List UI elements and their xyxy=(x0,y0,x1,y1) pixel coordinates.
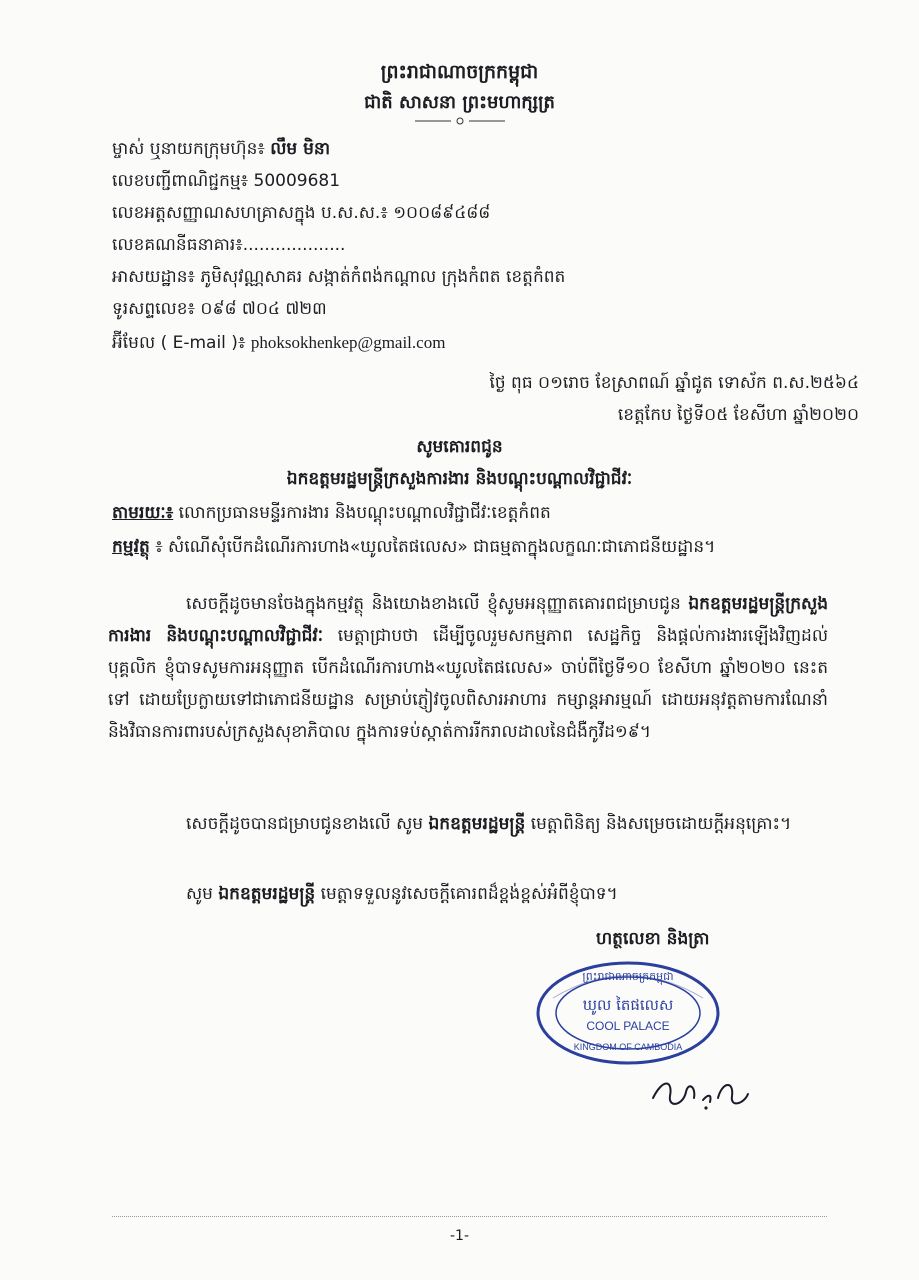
paragraph-1-recipient: ឯកឧត្តមរដ្ឋមន្ត្រីក្រសួងការងារ និងបណ្តុះបណ្តាលវិជ្ជាជីវៈ xyxy=(108,594,829,646)
body-paragraph-1 xyxy=(108,588,828,748)
stamp-latin-name: COOL PALACE xyxy=(586,1019,670,1033)
body-paragraph-2 xyxy=(108,808,828,840)
email-label: អ៊ីមែល ( E-mail )៖ xyxy=(112,333,246,353)
motto-heading: ជាតិ សាសនា ព្រះមហាក្សត្រ xyxy=(364,92,555,113)
salutation: សូមគោរពជូន xyxy=(416,437,503,457)
stamp-top-text: ព្រះរាជាណាចក្រកម្ពុជា xyxy=(582,970,674,983)
signature-label: ហត្ថលេខា និងត្រា xyxy=(596,929,710,949)
bank-account: លេខគណនីធនាគារ៖................... xyxy=(112,235,346,255)
phone-line: ទូរសព្ទលេខ៖ ០៩៨ ៧០៤ ៧២៣ xyxy=(112,299,327,319)
owner-name: លឹម មិនា xyxy=(270,139,331,159)
email-line xyxy=(112,332,445,357)
body-paragraph-3 xyxy=(108,878,828,910)
via-line xyxy=(112,502,551,527)
ornament-icon xyxy=(415,116,505,126)
stamp-khmer-name: ឃូល តៃផលេស xyxy=(582,996,674,1014)
owner-line xyxy=(112,138,330,163)
paragraph-1-intro: សេចក្តីដូចមានចែងក្នុងកម្មវត្ថុ និងយោងខាងលើ ខ្ញុំសូមអនុញ្ញាតគោរពជម្រាបជូន xyxy=(186,594,681,614)
page-number: -1- xyxy=(449,1228,469,1244)
paragraph-3-recipient: ឯកឧត្តមរដ្ឋមន្ត្រី xyxy=(218,884,316,904)
handwritten-signature xyxy=(648,1068,758,1118)
lunar-date: ថ្ងៃ ពុធ ០១រោច ខែស្រាពណ៍ ឆ្នាំជូត ទោស័ក ព.ស.២៥៦៤ xyxy=(489,373,859,393)
paragraph-3-intro: សូម xyxy=(186,884,213,904)
address-line: អាសយដ្ឋាន៖ ភូមិសុវណ្ណសាគរ សង្កាត់កំពង់កណ្តាល ក្រុងកំពត ខេត្តកំពត xyxy=(112,267,566,287)
footer-divider xyxy=(112,1216,827,1217)
company-stamp xyxy=(533,958,723,1068)
paragraph-1-body: មេត្តាជ្រាបថា ដើម្បីចូលរួមសកម្មភាព សេដ្ឋកិច្ច និងផ្តល់ការងារឡើងវិញដល់បុគ្គលិក ខ្ញុំបាទសូមការអនុញ្ញាត បើកដំណើរការហាង«ឃូលតៃផលេស» ចាប់ពីថ្ងៃទី១០ ខែសីហា ឆ្នាំ២០២០ នេះតទៅ ដោយប្រែក្លាយទៅជាភោជនីយដ្ឋាន សម្រាប់ភ្ញៀវចូលពិសារអាហារ កម្សាន្តអារម្មណ៍ ដោយអនុវត្តតាមការណែនាំ និងវិធានការពារបស់ក្រសួងសុខាភិបាល ក្នុងការទប់ស្កាត់ការរីករាលដាលនៃជំងឺកូវីដ១៩។ xyxy=(108,626,829,742)
paragraph-3-body: មេត្តាទទួលនូវសេចក្តីគោរពដ៏ខ្ពង់ខ្ពស់អំពីខ្ញុំបាទ។ xyxy=(320,884,618,904)
kingdom-heading: ព្រះរាជាណាចក្រកម្ពុជា xyxy=(380,61,539,83)
subject-label: កម្មវត្ថុ xyxy=(112,537,150,557)
email-address: phoksokhenkep@gmail.com xyxy=(250,333,446,352)
paragraph-2-body: មេត្តាពិនិត្យ និងសម្រេចដោយក្តីអនុគ្រោះ។ xyxy=(530,814,792,834)
via-label: តាមរយៈ៖ xyxy=(112,503,174,523)
owner-label: ម្ចាស់ ឬនាយកក្រុមហ៊ុន៖ xyxy=(112,139,265,159)
nssf-id: លេខអត្តសញ្ញាណសហគ្រាសក្នុង ប.ស.ស.៖ ១០០៨៩៤៨៨ xyxy=(112,203,491,223)
paragraph-2-recipient: ឯកឧត្តមរដ្ឋមន្ត្រី xyxy=(428,814,526,834)
recipient: ឯកឧត្តមរដ្ឋមន្ត្រីក្រសួងការងារ និងបណ្តុះបណ្តាលវិជ្ជាជីវៈ xyxy=(286,469,633,489)
paragraph-2-intro: សេចក្តីដូចបានជម្រាបជូនខាងលើ សូម xyxy=(186,814,424,834)
subject-text: ៖ សំណើសុំបើកដំណើរការហាង«ឃូលតៃផលេស» ជាធម្មតាក្នុងលក្ខណៈជាភោជនីយដ្ឋាន។ xyxy=(155,537,716,557)
commerce-registration: លេខបញ្ជីពាណិជ្ជកម្ម៖ 50009681 xyxy=(112,171,341,191)
subject-line xyxy=(112,536,715,561)
solar-date: ខេត្តកែប ថ្ងៃទី០៥ ខែសីហា ឆ្នាំ២០២០ xyxy=(617,405,859,425)
via-text: លោកប្រធានមន្ទីរការងារ និងបណ្តុះបណ្តាលវិជ្ជាជីវៈខេត្តកំពត xyxy=(178,503,551,523)
ornament-divider xyxy=(0,114,919,130)
stamp-country: KINGDOM OF CAMBODIA xyxy=(573,1042,683,1052)
